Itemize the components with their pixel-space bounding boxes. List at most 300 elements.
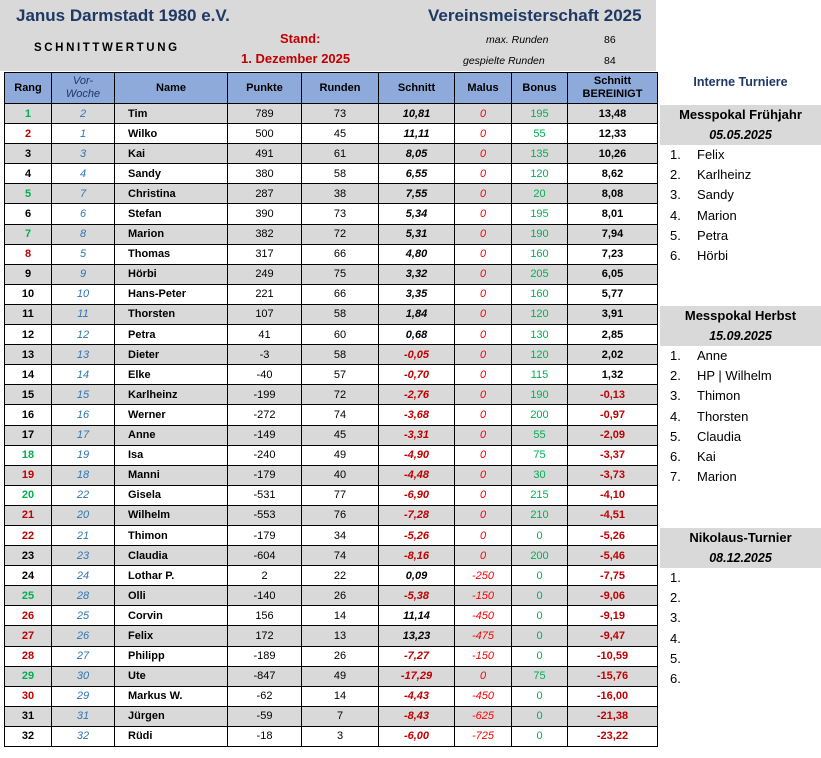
tournament-name: Messpokal Frühjahr: [660, 105, 821, 125]
table-row: [5, 626, 658, 646]
adjusted-average-cell: -9,06: [568, 586, 658, 606]
tournament-block: [660, 306, 821, 487]
malus-cell: 0: [455, 104, 512, 124]
points-cell: -62: [228, 686, 302, 706]
previous-week-cell: 25: [52, 606, 115, 626]
points-cell: -604: [228, 546, 302, 566]
tournament-entry: [660, 246, 821, 266]
bonus-cell: 195: [512, 204, 568, 224]
average-cell: -5,26: [379, 525, 455, 545]
table-row: [5, 485, 658, 505]
bonus-cell: 30: [512, 465, 568, 485]
bonus-cell: 0: [512, 726, 568, 746]
previous-week-cell: 2: [52, 104, 115, 124]
rank-cell: 13: [5, 345, 52, 365]
col-previous-week-line2: Woche: [65, 88, 101, 100]
previous-week-cell: 27: [52, 646, 115, 666]
tournament-date: 08.12.2025: [660, 548, 821, 568]
table-row: [5, 505, 658, 525]
average-cell: -8,43: [379, 706, 455, 726]
malus-cell: -150: [455, 586, 512, 606]
table-row: [5, 284, 658, 304]
entry-number: 1.: [670, 147, 681, 162]
entry-number: 1.: [670, 570, 681, 585]
rounds-cell: 58: [302, 304, 379, 324]
entry-number: 6.: [670, 247, 681, 263]
bonus-cell: 190: [512, 224, 568, 244]
rank-cell: 15: [5, 385, 52, 405]
tournament-entry: [660, 346, 821, 366]
average-cell: 11,14: [379, 606, 455, 626]
malus-cell: 0: [455, 164, 512, 184]
points-cell: -847: [228, 666, 302, 686]
rank-cell: 9: [5, 264, 52, 284]
points-cell: -18: [228, 726, 302, 746]
rounds-cell: 73: [302, 104, 379, 124]
adjusted-average-cell: -2,09: [568, 425, 658, 445]
points-cell: 789: [228, 104, 302, 124]
malus-cell: -625: [455, 706, 512, 726]
previous-week-cell: 6: [52, 204, 115, 224]
malus-cell: 0: [455, 485, 512, 505]
entry-name: Karlheinz: [697, 167, 752, 183]
tournament-entry: [660, 386, 821, 406]
adjusted-average-cell: 13,48: [568, 104, 658, 124]
entry-number: 4.: [670, 408, 681, 424]
rounds-cell: 45: [302, 124, 379, 144]
points-cell: 380: [228, 164, 302, 184]
name-cell: Hans-Peter: [115, 284, 228, 304]
tournament-entry: [660, 608, 821, 628]
points-cell: -240: [228, 445, 302, 465]
rounds-cell: 22: [302, 566, 379, 586]
rank-cell: 17: [5, 425, 52, 445]
previous-week-cell: 19: [52, 445, 115, 465]
tournament-panel: [660, 0, 821, 758]
table-row: [5, 686, 658, 706]
average-cell: -4,90: [379, 445, 455, 465]
rounds-cell: 72: [302, 224, 379, 244]
malus-cell: 0: [455, 345, 512, 365]
adjusted-average-cell: -5,26: [568, 525, 658, 545]
bonus-cell: 190: [512, 385, 568, 405]
entry-number: 2.: [670, 167, 681, 183]
bonus-cell: 205: [512, 264, 568, 284]
previous-week-cell: 7: [52, 184, 115, 204]
rounds-cell: 76: [302, 505, 379, 525]
table-row: [5, 104, 658, 124]
points-cell: -149: [228, 425, 302, 445]
name-cell: Thomas: [115, 244, 228, 264]
col-adjusted-line1: Schnitt: [593, 75, 632, 87]
previous-week-cell: 15: [52, 385, 115, 405]
table-row: [5, 606, 658, 626]
previous-week-cell: 31: [52, 706, 115, 726]
tournament-date: 05.05.2025: [660, 125, 821, 145]
ranking-table: [4, 72, 658, 747]
previous-week-cell: 18: [52, 465, 115, 485]
name-cell: Markus W.: [115, 686, 228, 706]
rank-cell: 29: [5, 666, 52, 686]
average-cell: 5,34: [379, 204, 455, 224]
malus-cell: 0: [455, 666, 512, 686]
name-cell: Claudia: [115, 546, 228, 566]
previous-week-cell: 28: [52, 586, 115, 606]
average-cell: -3,31: [379, 425, 455, 445]
points-cell: 500: [228, 124, 302, 144]
adjusted-average-cell: 3,91: [568, 304, 658, 324]
entry-number: 6.: [670, 448, 681, 464]
tournament-name: Messpokal Herbst: [660, 306, 821, 326]
bonus-cell: 20: [512, 184, 568, 204]
adjusted-average-cell: -16,00: [568, 686, 658, 706]
played-rounds-value: 84: [604, 55, 616, 67]
col-average: Schnitt: [379, 73, 455, 104]
name-cell: Thorsten: [115, 304, 228, 324]
name-cell: Stefan: [115, 204, 228, 224]
adjusted-average-cell: -21,38: [568, 706, 658, 726]
entry-number: 2.: [670, 590, 681, 606]
col-bonus: Bonus: [512, 73, 568, 104]
previous-week-cell: 5: [52, 244, 115, 264]
malus-cell: 0: [455, 184, 512, 204]
previous-week-cell: 24: [52, 566, 115, 586]
malus-cell: -725: [455, 726, 512, 746]
name-cell: Petra: [115, 325, 228, 345]
name-cell: Thimon: [115, 525, 228, 545]
bonus-cell: 120: [512, 164, 568, 184]
points-cell: 221: [228, 284, 302, 304]
adjusted-average-cell: -0,97: [568, 405, 658, 425]
average-cell: 0,68: [379, 325, 455, 345]
points-cell: 317: [228, 244, 302, 264]
previous-week-cell: 30: [52, 666, 115, 686]
tournament-results: [660, 568, 821, 689]
club-name: Janus Darmstadt 1980 e.V.: [16, 6, 230, 25]
points-cell: -40: [228, 365, 302, 385]
name-cell: Anne: [115, 425, 228, 445]
name-cell: Elke: [115, 365, 228, 385]
malus-cell: 0: [455, 204, 512, 224]
table-row: [5, 144, 658, 164]
rank-cell: 24: [5, 566, 52, 586]
name-cell: Philipp: [115, 646, 228, 666]
table-row: [5, 184, 658, 204]
name-cell: Dieter: [115, 345, 228, 365]
average-cell: 1,84: [379, 304, 455, 324]
malus-cell: 0: [455, 445, 512, 465]
table-row: [5, 646, 658, 666]
malus-cell: 0: [455, 124, 512, 144]
points-cell: -179: [228, 465, 302, 485]
entry-number: 5.: [670, 650, 681, 666]
tournament-entry: [660, 165, 821, 185]
malus-cell: 0: [455, 284, 512, 304]
points-cell: -3: [228, 345, 302, 365]
rank-cell: 8: [5, 244, 52, 264]
previous-week-cell: 8: [52, 224, 115, 244]
rank-cell: 32: [5, 726, 52, 746]
bonus-cell: 120: [512, 345, 568, 365]
bonus-cell: 75: [512, 666, 568, 686]
bonus-cell: 75: [512, 445, 568, 465]
rank-cell: 12: [5, 325, 52, 345]
bonus-cell: 120: [512, 304, 568, 324]
adjusted-average-cell: 8,01: [568, 204, 658, 224]
adjusted-average-cell: 5,77: [568, 284, 658, 304]
bonus-cell: 135: [512, 144, 568, 164]
adjusted-average-cell: -23,22: [568, 726, 658, 746]
malus-cell: 0: [455, 525, 512, 545]
malus-cell: -250: [455, 566, 512, 586]
rank-cell: 27: [5, 626, 52, 646]
adjusted-average-cell: 8,62: [568, 164, 658, 184]
tournament-entry: [660, 185, 821, 205]
entry-name: Claudia: [697, 428, 742, 444]
rank-cell: 30: [5, 686, 52, 706]
entry-name: Sandy: [697, 187, 734, 203]
table-row: [5, 586, 658, 606]
bonus-cell: 55: [512, 124, 568, 144]
points-cell: 491: [228, 144, 302, 164]
average-cell: -7,27: [379, 646, 455, 666]
rounds-cell: 49: [302, 445, 379, 465]
tournament-entry: [660, 467, 821, 487]
adjusted-average-cell: -9,47: [568, 626, 658, 646]
rounds-cell: 13: [302, 626, 379, 646]
adjusted-average-cell: -15,76: [568, 666, 658, 686]
adjusted-average-cell: -9,19: [568, 606, 658, 626]
average-cell: -0,05: [379, 345, 455, 365]
sheet-header: [0, 0, 656, 71]
entry-number: 3.: [670, 388, 681, 404]
previous-week-cell: 10: [52, 284, 115, 304]
previous-week-cell: 22: [52, 485, 115, 505]
previous-week-cell: 11: [52, 304, 115, 324]
rank-cell: 16: [5, 405, 52, 425]
name-cell: Tim: [115, 104, 228, 124]
col-adjusted-line2: BEREINIGT: [582, 88, 643, 100]
entry-number: 3.: [670, 610, 681, 626]
average-cell: -6,00: [379, 726, 455, 746]
tournaments-title: Interne Turniere: [693, 75, 788, 89]
bonus-cell: 130: [512, 325, 568, 345]
average-cell: 11,11: [379, 124, 455, 144]
col-rank: Rang: [5, 73, 52, 104]
rank-cell: 26: [5, 606, 52, 626]
average-cell: 8,05: [379, 144, 455, 164]
table-header-row: [5, 73, 658, 104]
adjusted-average-cell: 12,33: [568, 124, 658, 144]
max-rounds-value: 86: [604, 34, 616, 46]
table-row: [5, 566, 658, 586]
points-cell: -179: [228, 525, 302, 545]
name-cell: Gisela: [115, 485, 228, 505]
adjusted-average-cell: -0,13: [568, 385, 658, 405]
points-cell: 172: [228, 626, 302, 646]
name-cell: Ute: [115, 666, 228, 686]
points-cell: 156: [228, 606, 302, 626]
tournament-entry: [660, 629, 821, 649]
tournament-entry: [660, 588, 821, 608]
points-cell: -59: [228, 706, 302, 726]
previous-week-cell: 3: [52, 144, 115, 164]
table-row: [5, 204, 658, 224]
average-cell: -17,29: [379, 666, 455, 686]
tournament-entry: [660, 427, 821, 447]
entry-name: Marion: [697, 469, 737, 485]
rank-cell: 28: [5, 646, 52, 666]
entry-name: Hörbi: [697, 247, 729, 263]
table-row: [5, 425, 658, 445]
rounds-cell: 61: [302, 144, 379, 164]
table-row: [5, 365, 658, 385]
rounds-cell: 49: [302, 666, 379, 686]
rank-cell: 5: [5, 184, 52, 204]
malus-cell: 0: [455, 264, 512, 284]
col-previous-week: [52, 73, 115, 104]
adjusted-average-cell: -4,10: [568, 485, 658, 505]
adjusted-average-cell: -4,51: [568, 505, 658, 525]
tournament-results: [660, 346, 821, 487]
col-name: Name: [115, 73, 228, 104]
col-malus: Malus: [455, 73, 512, 104]
name-cell: Sandy: [115, 164, 228, 184]
table-row: [5, 164, 658, 184]
table-row: [5, 706, 658, 726]
name-cell: Rüdi: [115, 726, 228, 746]
table-row: [5, 304, 658, 324]
rank-cell: 31: [5, 706, 52, 726]
table-row: [5, 264, 658, 284]
adjusted-average-cell: -3,37: [568, 445, 658, 465]
bonus-cell: 0: [512, 626, 568, 646]
entry-name: Marion: [697, 207, 737, 223]
tournament-entry: [660, 669, 821, 689]
rounds-cell: 60: [302, 325, 379, 345]
malus-cell: 0: [455, 244, 512, 264]
malus-cell: 0: [455, 144, 512, 164]
adjusted-average-cell: -10,59: [568, 646, 658, 666]
malus-cell: -450: [455, 686, 512, 706]
average-cell: 5,31: [379, 224, 455, 244]
name-cell: Werner: [115, 405, 228, 425]
tournament-entry: [660, 568, 821, 588]
points-cell: -272: [228, 405, 302, 425]
rounds-cell: 58: [302, 164, 379, 184]
adjusted-average-cell: -7,75: [568, 566, 658, 586]
previous-week-cell: 32: [52, 726, 115, 746]
bonus-cell: 0: [512, 566, 568, 586]
points-cell: 287: [228, 184, 302, 204]
bonus-cell: 160: [512, 244, 568, 264]
previous-week-cell: 14: [52, 365, 115, 385]
entry-number: 6.: [670, 670, 681, 686]
rounds-cell: 14: [302, 686, 379, 706]
rounds-cell: 14: [302, 606, 379, 626]
average-cell: -8,16: [379, 546, 455, 566]
rounds-cell: 66: [302, 244, 379, 264]
average-cell: 0,09: [379, 566, 455, 586]
average-cell: -4,48: [379, 465, 455, 485]
subtitle: SCHNITTWERTUNG: [34, 42, 180, 54]
bonus-cell: 160: [512, 284, 568, 304]
tournament-entry: [660, 649, 821, 669]
max-rounds-label: max. Runden: [486, 34, 549, 46]
points-cell: -189: [228, 646, 302, 666]
previous-week-cell: 21: [52, 525, 115, 545]
points-cell: -553: [228, 505, 302, 525]
previous-week-cell: 26: [52, 626, 115, 646]
rounds-cell: 73: [302, 204, 379, 224]
rank-cell: 11: [5, 304, 52, 324]
name-cell: Corvin: [115, 606, 228, 626]
bonus-cell: 210: [512, 505, 568, 525]
tournament-entry: [660, 226, 821, 246]
bonus-cell: 0: [512, 525, 568, 545]
adjusted-average-cell: 1,32: [568, 365, 658, 385]
bonus-cell: 0: [512, 686, 568, 706]
tournament-entry: [660, 366, 821, 386]
table-row: [5, 525, 658, 545]
rounds-cell: 26: [302, 586, 379, 606]
rounds-cell: 75: [302, 264, 379, 284]
tournament-block: [660, 105, 821, 266]
name-cell: Lothar P.: [115, 566, 228, 586]
rank-cell: 23: [5, 546, 52, 566]
malus-cell: 0: [455, 465, 512, 485]
entry-number: 4.: [670, 207, 681, 223]
malus-cell: 0: [455, 546, 512, 566]
tournament-date: 15.09.2025: [660, 326, 821, 346]
name-cell: Manni: [115, 465, 228, 485]
average-cell: 10,81: [379, 104, 455, 124]
bonus-cell: 55: [512, 425, 568, 445]
bonus-cell: 0: [512, 606, 568, 626]
malus-cell: 0: [455, 325, 512, 345]
rank-cell: 10: [5, 284, 52, 304]
average-cell: -5,38: [379, 586, 455, 606]
malus-cell: 0: [455, 505, 512, 525]
rank-cell: 7: [5, 224, 52, 244]
points-cell: 2: [228, 566, 302, 586]
rank-cell: 3: [5, 144, 52, 164]
previous-week-cell: 17: [52, 425, 115, 445]
points-cell: 41: [228, 325, 302, 345]
rounds-cell: 77: [302, 485, 379, 505]
tournament-block: [660, 528, 821, 689]
entry-name: Thimon: [697, 388, 741, 404]
table-row: [5, 405, 658, 425]
rounds-cell: 26: [302, 646, 379, 666]
entry-name: Anne: [697, 348, 728, 363]
name-cell: Marion: [115, 224, 228, 244]
rounds-cell: 3: [302, 726, 379, 746]
adjusted-average-cell: 2,02: [568, 345, 658, 365]
malus-cell: 0: [455, 385, 512, 405]
table-row: [5, 666, 658, 686]
rank-cell: 21: [5, 505, 52, 525]
name-cell: Jürgen: [115, 706, 228, 726]
average-cell: 7,55: [379, 184, 455, 204]
table-row: [5, 345, 658, 365]
average-cell: 3,35: [379, 284, 455, 304]
malus-cell: 0: [455, 405, 512, 425]
malus-cell: 0: [455, 425, 512, 445]
stand-label: Stand:: [280, 31, 321, 46]
col-adjusted-average: [568, 73, 658, 104]
points-cell: 382: [228, 224, 302, 244]
